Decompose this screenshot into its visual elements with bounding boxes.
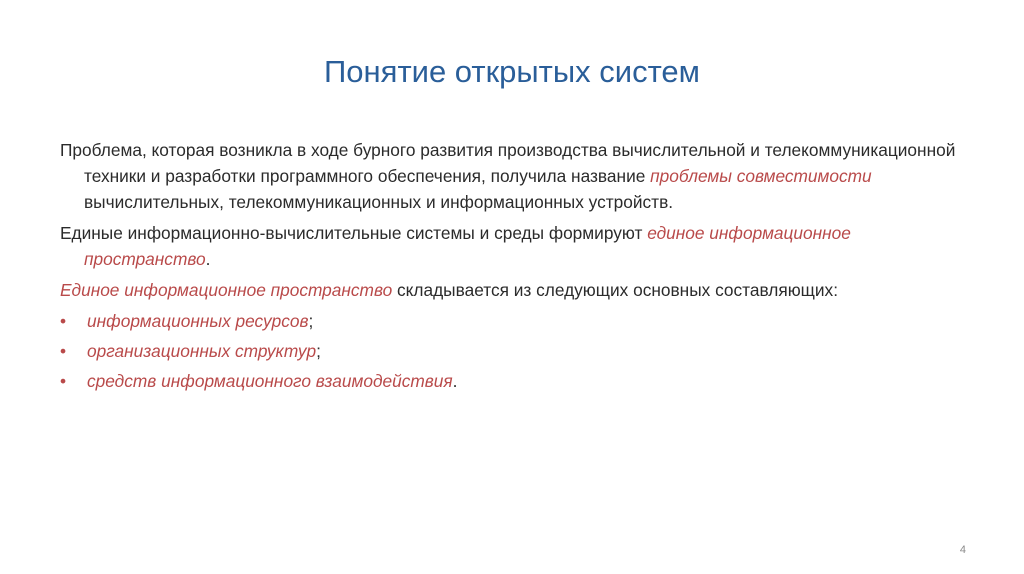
bullet-icon: •	[60, 371, 67, 391]
paragraph-text: Единые информационно-вычислительные системы и среды формируют	[60, 223, 648, 243]
component-list	[60, 308, 965, 394]
paragraph-text: Проблема, которая возникла в ходе бурного развития производства вычислительной и телекоммуникационной техники и разработки программного обеспечения, получила название	[60, 140, 956, 186]
list-item	[60, 308, 965, 334]
paragraph-compatibility	[60, 137, 965, 215]
highlight-term: Единое информационное пространство	[60, 280, 393, 300]
bullet-icon: •	[60, 311, 67, 331]
paragraph-unified-systems	[60, 220, 965, 272]
slide-title: Понятие открытых систем	[324, 54, 700, 89]
paragraph-text: .	[205, 249, 211, 269]
paragraph-text: вычислительных, телекоммуникационных и информационных устройств.	[84, 192, 674, 212]
slide-content	[60, 137, 965, 398]
bullet-icon: •	[60, 341, 67, 361]
list-item-term: информационных ресурсов	[87, 311, 309, 331]
highlight-term: проблемы совместимости	[650, 166, 872, 186]
list-item	[60, 368, 965, 394]
list-item-suffix: .	[452, 371, 458, 391]
list-item-term: средств информационного взаимодействия	[87, 371, 453, 391]
highlight-term: единое информационное пространство	[84, 223, 851, 269]
list-item-term: организационных структур	[87, 341, 317, 361]
page-number: 4	[959, 544, 966, 556]
list-item-suffix: ;	[316, 341, 321, 361]
paragraph-components	[60, 277, 965, 303]
paragraph-text: складывается из следующих основных составляющих:	[392, 280, 838, 300]
list-item	[60, 338, 965, 364]
list-item-suffix: ;	[308, 311, 314, 331]
